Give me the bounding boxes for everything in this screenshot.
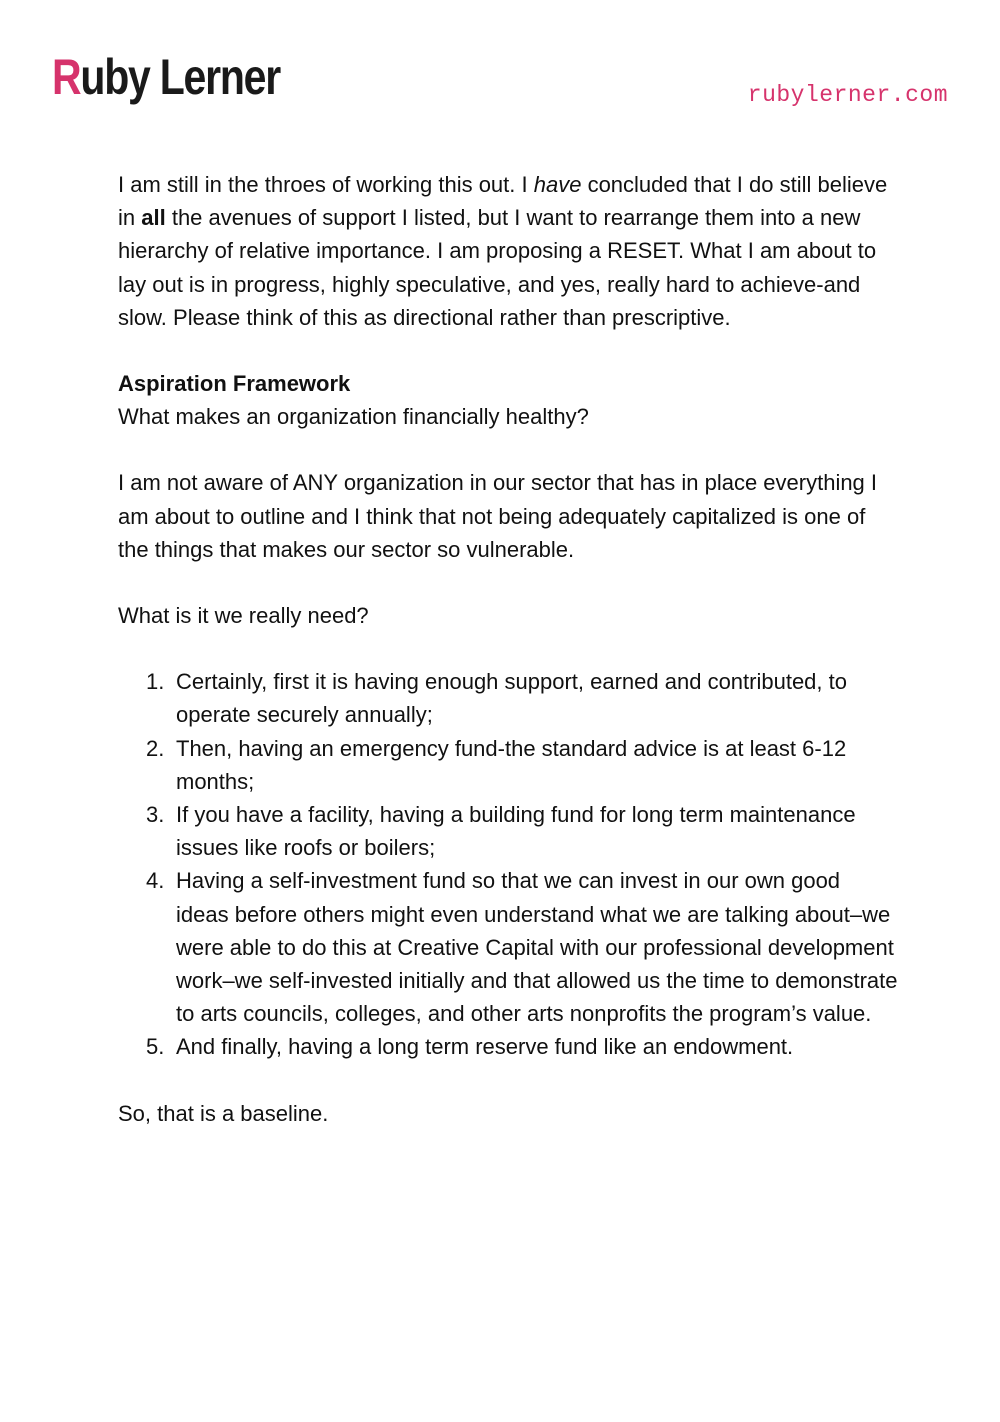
- section-heading: Aspiration Framework: [118, 371, 351, 397]
- closing-line: So, that is a baseline.: [118, 1100, 329, 1126]
- list-item-number: 5.: [146, 1034, 165, 1060]
- logo-accent-letter: R: [52, 49, 81, 105]
- list-item-text: If you have a facility, having a building fund for long term maintenance issues like roofs or boilers;: [176, 802, 856, 861]
- intro-text-3: the avenues of support I listed, but I want to rearrange them into a new hierarchy of relative importance. I am proposing a RESET. What I am about to lay out is in progress, highly speculative, and yes, really hard to achieve-and slow. Please think of this as directional rather than prescriptive.: [118, 205, 877, 330]
- list-item-number: 2.: [146, 735, 165, 761]
- list-item-number: 4.: [146, 868, 165, 894]
- logo-text: uby Lerner: [80, 49, 280, 105]
- question-2: What is it we really need?: [118, 603, 369, 629]
- section-question: What makes an organization financially healthy?: [118, 404, 589, 430]
- list-item-text: Then, having an emergency fund-the standard advice is at least 6-12 months;: [176, 735, 847, 794]
- list-item-number: 1.: [146, 669, 165, 695]
- document-body: [118, 168, 898, 1130]
- intro-text-2: concluded that I do still believe in: [118, 172, 888, 231]
- intro-paragraph: [118, 168, 898, 334]
- intro-text-1: I am still in the throes of working this out. I: [118, 172, 534, 197]
- needs-list: [118, 665, 898, 1063]
- list-item: [118, 1030, 898, 1063]
- logo: [52, 49, 280, 105]
- intro-bold: all: [141, 205, 166, 231]
- list-item-text: Having a self-investment fund so that we can invest in our own good ideas before others might even understand what we are talking about–we were able to do this at Creative Capital with our professional development work–we self-invested initially and that allowed us the time to demonstrate to arts councils, colleges, and other arts nonprofits the program’s value.: [176, 868, 898, 1027]
- list-item-text: And finally, having a long term reserve fund like an endowment.: [176, 1034, 794, 1060]
- list-item: [118, 665, 898, 731]
- list-item: [118, 798, 898, 864]
- paragraph-2: I am not aware of ANY organization in our sector that has in place everything I am about to outline and I think that not being adequately capitalized is one of the things that makes our sector so vulnerable.: [118, 470, 878, 562]
- intro-italic: have: [533, 172, 582, 197]
- list-item-text: Certainly, first it is having enough support, earned and contributed, to operate securely annually;: [176, 669, 847, 728]
- list-item-number: 3.: [146, 802, 165, 828]
- page-header: [52, 48, 948, 138]
- list-item: [118, 864, 898, 1030]
- site-url[interactable]: rubylerner.com: [747, 82, 948, 108]
- list-item: [118, 732, 898, 798]
